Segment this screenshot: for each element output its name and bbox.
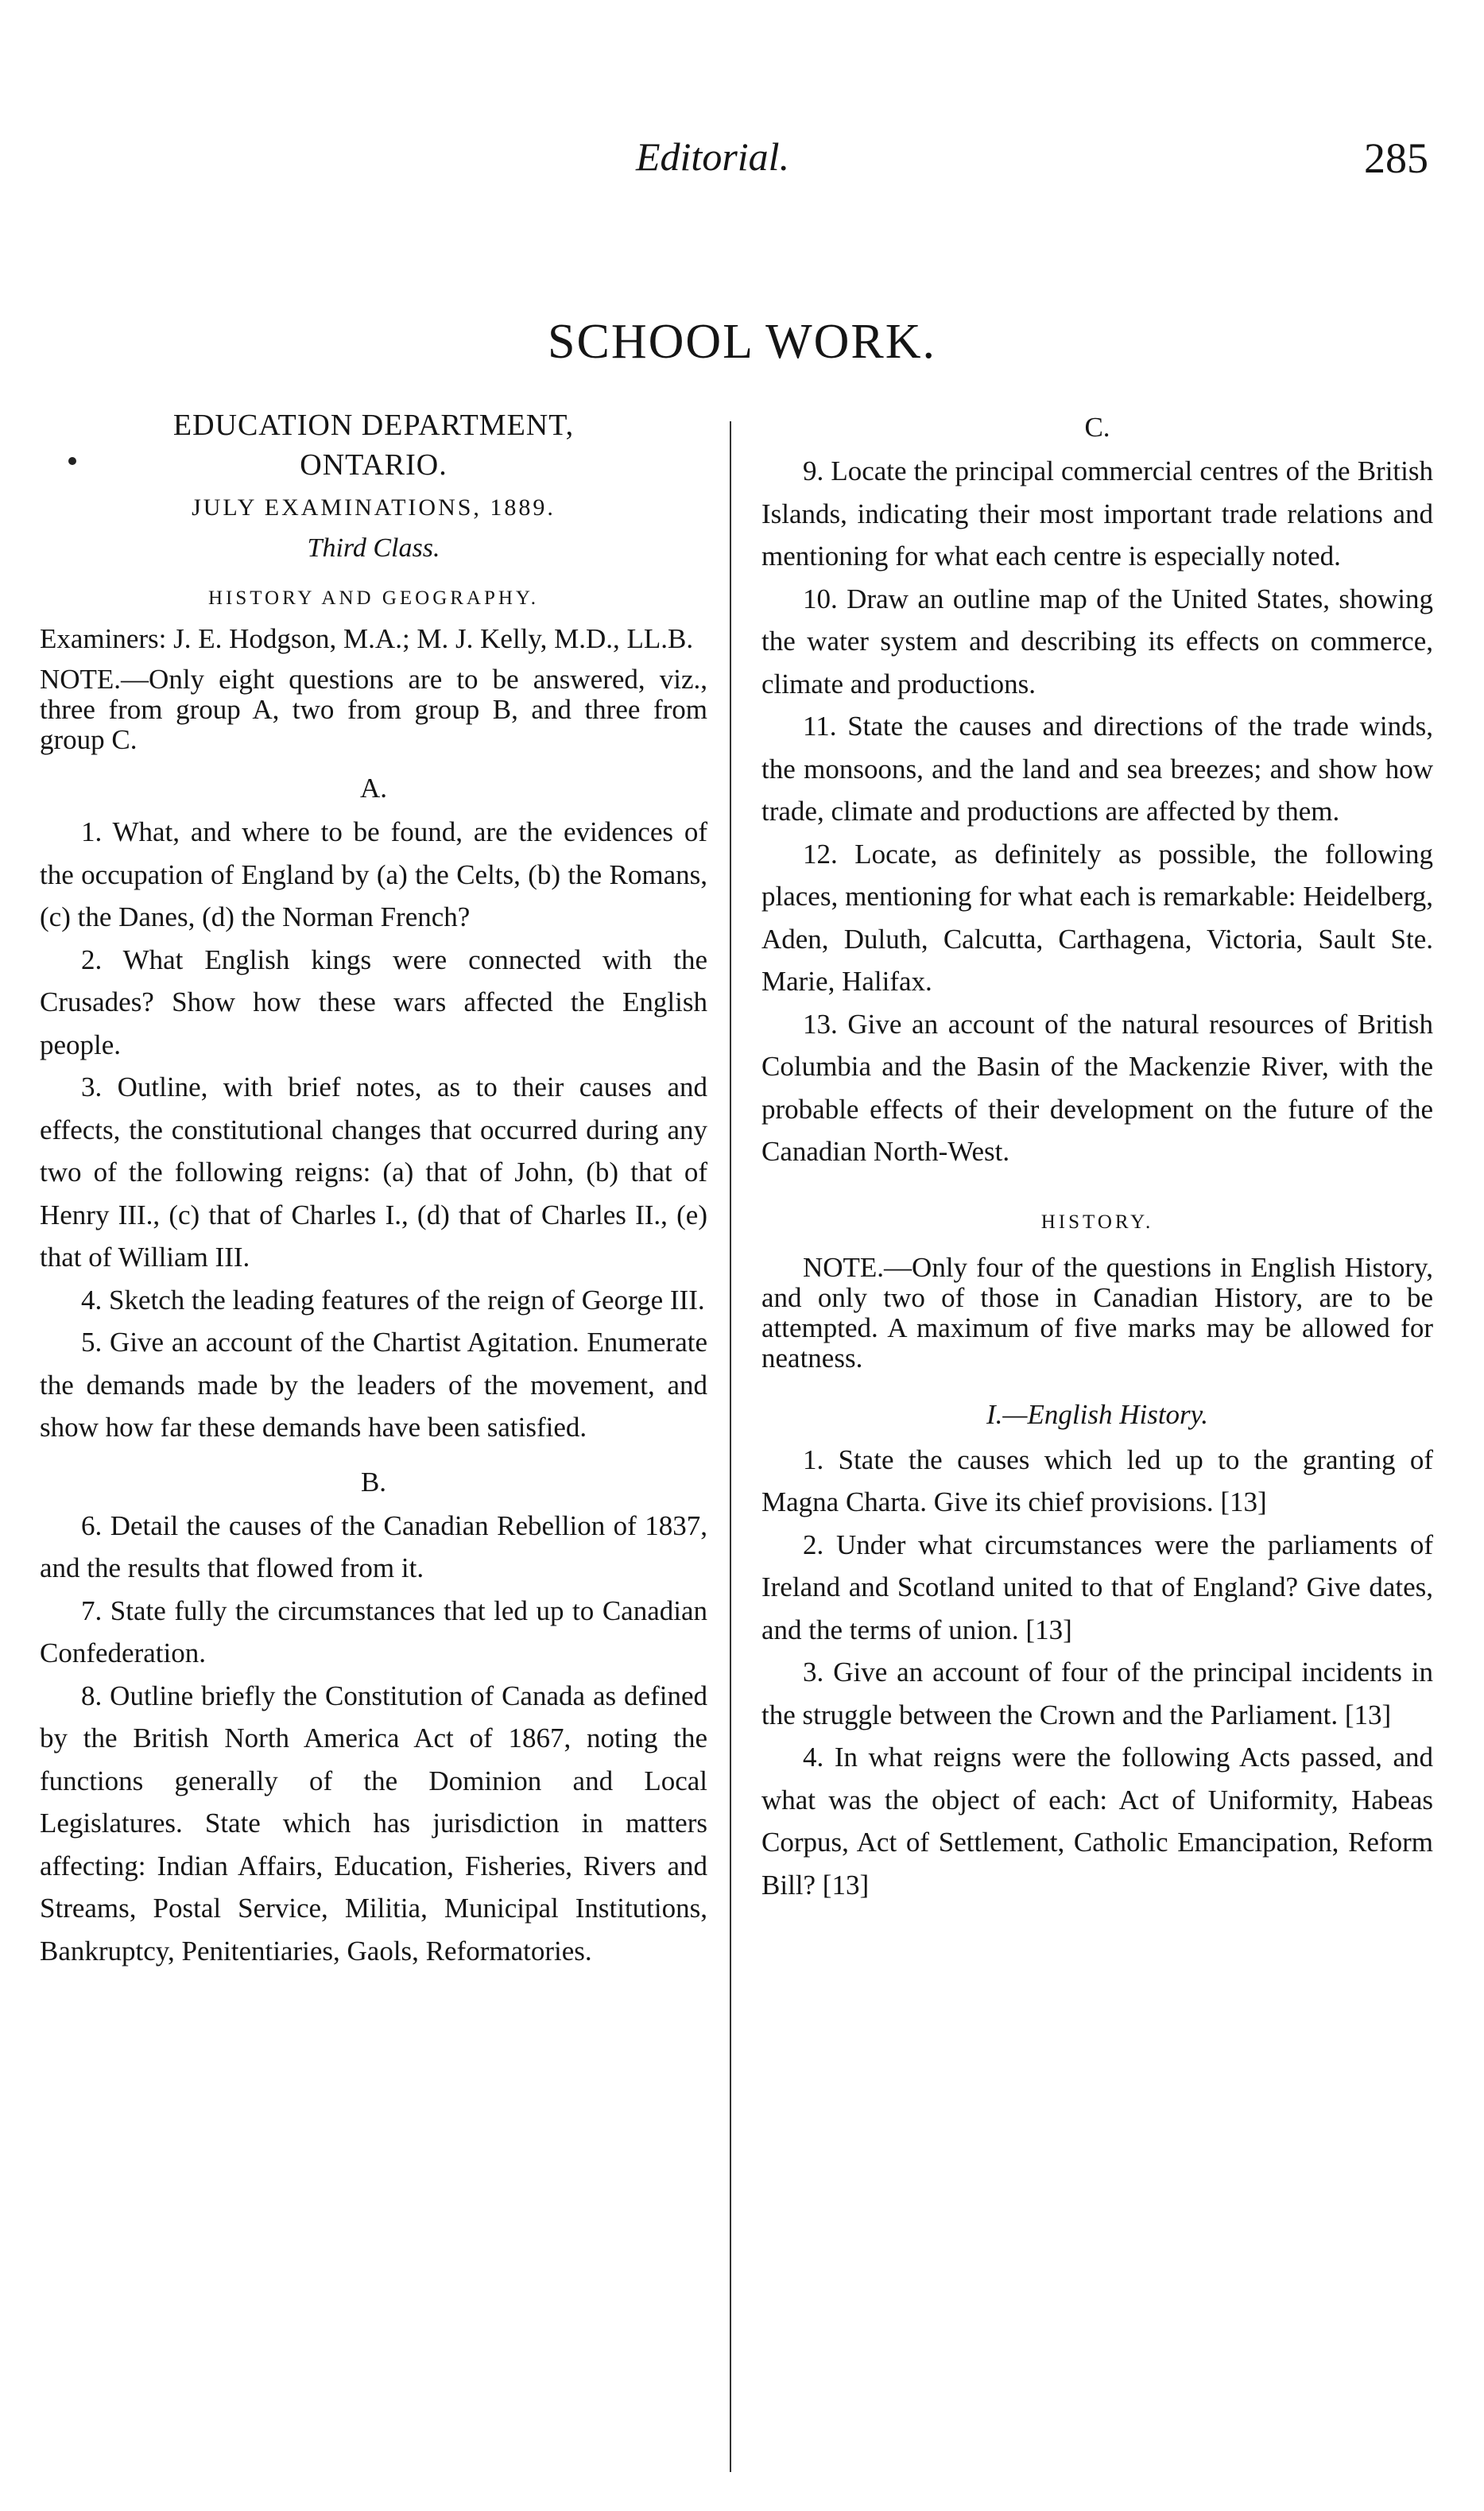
question-6: 6. Detail the causes of the Canadian Rebellion of 1837, and the results that flowed from it. xyxy=(40,1509,707,1583)
question-13: 13. Give an account of the natural resources of British Columbia and the Basin of the Mackenzie River, with the probable effects of their development on the future of the Canadian North-West. xyxy=(761,1008,1433,1167)
question-11: 11. State the causes and directions of the trade winds, the monsoons, and the land and sea breezes; and show how trade, climate and productions are affected by them. xyxy=(761,711,1433,827)
english-question-3: 3. Give an account of four of the principal incidents in the struggle between the Crown and the Parliament. [13] xyxy=(761,1657,1433,1730)
english-question-2: 2. Under what circumstances were the parliaments of Ireland and Scotland united to that of England? Give dates, and the terms of union. [13] xyxy=(761,1529,1433,1645)
department-line-1: EDUCATION DEPARTMENT, xyxy=(172,409,575,442)
instructions-note: NOTE.—Only eight questions are to be answered, viz., three from group A, two from group B, and three from group C. xyxy=(40,664,707,755)
right-column xyxy=(761,405,1433,1906)
question-7: 7. State fully the circumstances that led up to Canadian Confederation. xyxy=(40,1595,707,1668)
subject-heading: HISTORY AND GEOGRAPHY. xyxy=(207,587,540,609)
question-8: 8. Outline briefly the Constitution of Canada as defined by the British North America Act of 1867, noting the functions generally of the Dominion and Local Legislatures. State which has jurisdiction in matters affecting: Indian Affairs, Education, Fisheries, Rivers and Streams, Postal Service, Militia, Municipal Institutions, Bankruptcy, Penitentiaries, Gaols, Reformatories. xyxy=(40,1680,707,1967)
group-c-heading: C. xyxy=(1084,412,1110,443)
question-12: 12. Locate, as definitely as possible, the following places, mentioning for what each is remarkable: Heidelberg, Aden, Duluth, Calcutta, Carthagena, Victoria, Sault Ste. Marie, Halifax. xyxy=(761,838,1433,997)
page-number: 285 xyxy=(1364,134,1428,182)
examinations-heading: JULY EXAMINATIONS, 1889. xyxy=(192,494,556,521)
class-heading: Third Class. xyxy=(307,533,440,563)
question-1: 1. What, and where to be found, are the evidences of the occupation of England by (a) the Celts, (b) the Romans, (c) the Danes, (d) the Norman French? xyxy=(40,816,707,932)
question-9: 9. Locate the principal commercial centres of the British Islands, indicating their most important trade relations and mentioning for what each centre is especially noted. xyxy=(761,455,1433,572)
english-history-heading: I.—English History. xyxy=(986,1398,1209,1430)
question-2: 2. What English kings were connected with the Crusades? Show how these wars affected the English people. xyxy=(40,944,707,1060)
column-rule xyxy=(730,421,731,2472)
english-question-4: 4. In what reigns were the following Acts passed, and what was the object of each: Act of Uniformity, Habeas Corpus, Act of Settlement, Catholic Emancipation, Reform Bill? [13] xyxy=(761,1742,1433,1901)
question-4: 4. Sketch the leading features of the reign of George III. xyxy=(81,1284,705,1316)
history-heading: HISTORY. xyxy=(1040,1211,1154,1233)
group-b-heading: B. xyxy=(360,1466,387,1498)
running-head xyxy=(0,134,1484,189)
question-10: 10. Draw an outline map of the United States, showing the water system and describing its effects on commerce, climate and productions. xyxy=(761,583,1433,699)
examiners: Examiners: J. E. Hodgson, M.A.; M. J. Kelly, M.D., LL.B. xyxy=(40,623,694,654)
running-title: Editorial. xyxy=(636,134,790,179)
question-3: 3. Outline, with brief notes, as to their causes and effects, the constitutional changes that occurred during any two of the following reigns: (a) that of John, (b) that of Henry III., (c) that of Charles I., (d) that of Charles II., (e) that of William III. xyxy=(40,1071,707,1273)
department-line-2: ONTARIO. xyxy=(300,448,448,482)
left-column xyxy=(40,405,707,1972)
section-title: SCHOOL WORK. xyxy=(547,315,937,369)
question-5: 5. Give an account of the Chartist Agitation. Enumerate the demands made by the leaders of the movement, and show how far these demands have been satisfied. xyxy=(40,1327,707,1443)
group-a-heading: A. xyxy=(359,773,388,804)
history-note: NOTE.—Only four of the questions in English History, and only two of those in Canadian History, are to be attempted. A maximum of five marks may be allowed for neatness. xyxy=(761,1251,1433,1374)
english-question-1: 1. State the causes which led up to the granting of Magna Charta. Give its chief provisions. [13] xyxy=(761,1443,1433,1517)
